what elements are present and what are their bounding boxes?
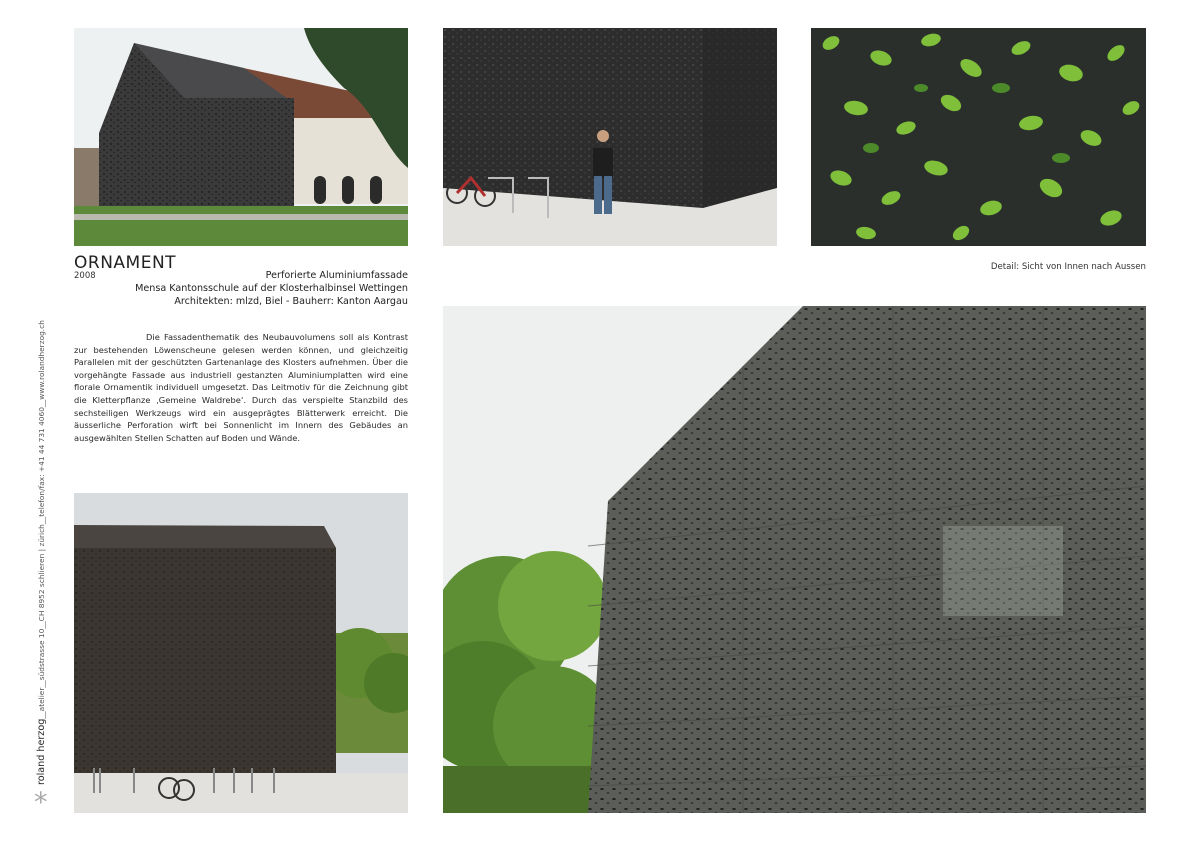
photo-facade-corner: [74, 493, 408, 813]
detail-caption: Detail: Sicht von Innen nach Aussen: [990, 262, 1146, 272]
project-title: ORNAMENT: [74, 253, 177, 273]
project-description: Die Fassadenthematik des Neubauvolumens soll als Kontrast zur bestehenden Löwenscheune gelesen werden können, und gleichzeitig Parallelen mit der geschützten Gartenanlage des Klosters aufnehmen. Über die vorgehängte Fassade aus industriell gestanzten Aluminiumplatten wird eine florale Ornamentik individuell umgesetzt. Das Leitmotiv für die Zeichnung gibt die Kletterpflanze ‚Gemeine Waldrebe‘. Durch das verspielte Stanzbild des sechsteiligen Werkzeugs wird ein ausgeprägtes Blätterwerk erreicht. Die äusserliche Perforation wirft bei Sonnenlicht im Innern des Gebäudes an ausgewählten Stellen Schatten auf Boden und Wände.: [74, 332, 408, 443]
sidebar-name: roland herzog: [36, 718, 47, 785]
sidebar-address: __atelier__südstrasse 10__CH 8952 schlieren | zürich__telefon/fax: +41 44 731 4060__www.rolandherzog.ch: [37, 320, 46, 719]
photo-person-walking: [443, 28, 777, 246]
asterisk-mark: *: [34, 787, 48, 818]
photo-large-facade: [443, 306, 1146, 813]
photo-building-exterior: [74, 28, 408, 246]
project-year: 2008: [74, 271, 96, 281]
subhead-line-3: Architekten: mlzd, Biel - Bauherr: Kanton Aargau: [174, 296, 408, 307]
project-subhead: [120, 269, 408, 308]
subhead-line-2: Mensa Kantonsschule auf der Klosterhalbinsel Wettingen: [135, 283, 408, 294]
sidebar-contact: [36, 320, 47, 785]
photo-leaf-detail: [811, 28, 1146, 246]
subhead-line-1: Perforierte Aluminiumfassade: [265, 270, 408, 281]
